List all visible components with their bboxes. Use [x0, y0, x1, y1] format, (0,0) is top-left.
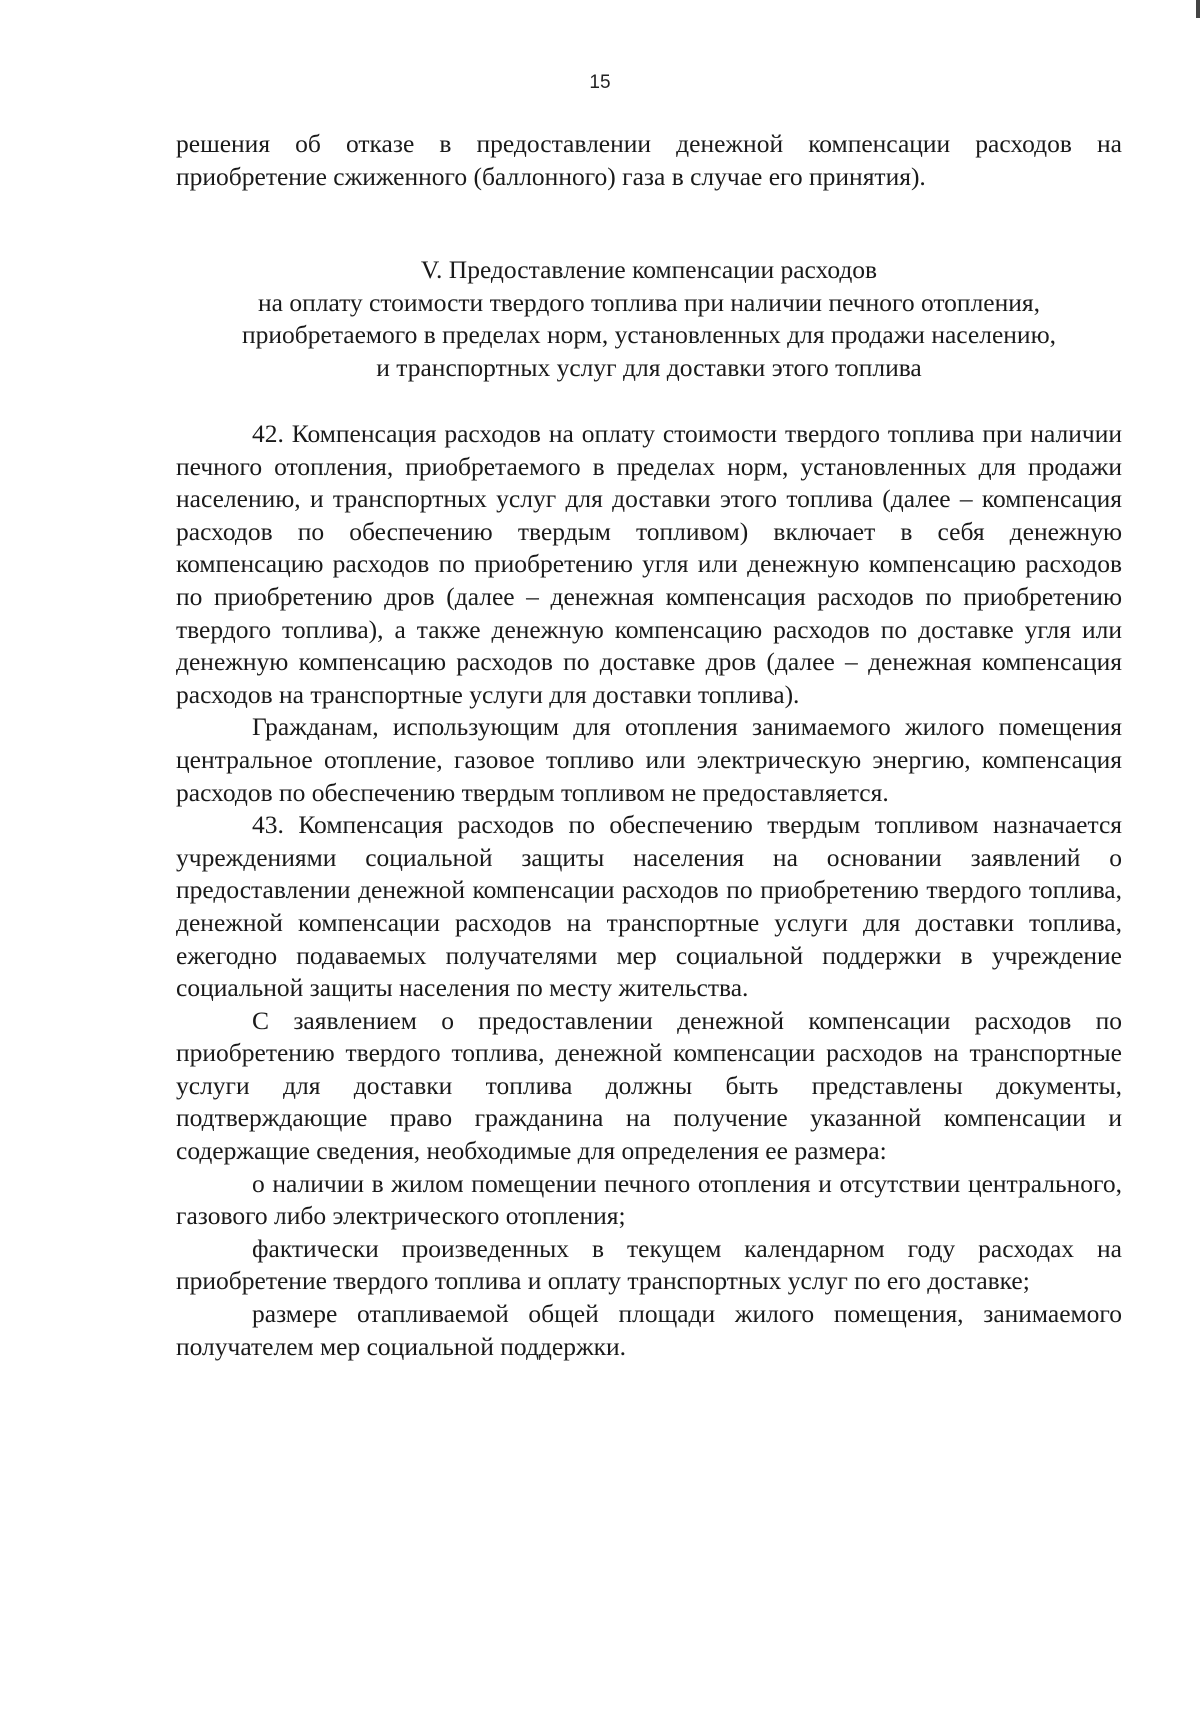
- paragraph-exclusion: Гражданам, использующим для отопления занимаемого жилого помещения центральное отопление, газовое топливо или электрическую энергию, компенсация расходов по обеспечению твердым топливом не предоставляется.: [176, 712, 1122, 807]
- intro-paragraph: решения об отказе в предоставлении денежной компенсации расходов на приобретение сжиженного (баллонного) газа в случае его принятия).: [176, 129, 1122, 191]
- list-item-area: размере отапливаемой общей площади жилого помещения, занимаемого получателем мер социальной поддержки.: [176, 1299, 1122, 1361]
- scan-edge-mark: [1196, 0, 1200, 18]
- section-heading-line: и транспортных услуг для доставки этого топлива: [376, 352, 922, 382]
- section-heading-line: V. Предоставление компенсации расходов: [420, 255, 878, 284]
- paragraph-documents: С заявлением о предоставлении денежной компенсации расходов по приобретению твердого топлива, денежной компенсации расходов на транспортные услуги для доставки топлива должны быть представлены документы, подтверждающие право гражданина на получение указанной компенсации и содержащие сведения, необходимые для определения ее размера:: [176, 1005, 1122, 1166]
- page-number: 15: [589, 72, 611, 93]
- paragraph-43: 43. Компенсация расходов по обеспечению твердым топливом назначается учреждениями социальной защиты населения на основании заявлений о предоставлении денежной компенсации расходов по приобретению твердого топлива, денежной компенсации расходов на транспортные услуги для доставки топлива, ежегодно подаваемых получателями мер социальной поддержки в учреждение социальной защиты населения по месту жительства.: [176, 810, 1122, 1003]
- section-heading: [176, 254, 1122, 384]
- section-body: [176, 418, 1122, 1363]
- list-item-heating: о наличии в жилом помещении печного отопления и отсутствии центрального, газового либо электрического отопления;: [176, 1168, 1122, 1231]
- section-heading-line: на оплату стоимости твердого топлива при наличии печного отопления,: [257, 287, 1041, 317]
- paragraph-42: 42. Компенсация расходов на оплату стоимости твердого топлива при наличии печного отопления, приобретаемого в пределах норм, установленных для продажи населению, и транспортных услуг для доставки этого топлива (далее – компенсация расходов по обеспечению твердым топливом) включает в себя денежную компенсацию расходов по приобретению угля или денежную компенсацию расходов по приобретению дров (далее – денежная компенсация расходов по приобретению твердого топлива), а также денежную компенсацию расходов по доставке угля или денежную компенсацию расходов по доставке дров (далее – денежная компенсация расходов на транспортные услуги для доставки топлива).: [176, 419, 1122, 709]
- list-item-expenses: фактически произведенных в текущем календарном году расходах на приобретение твердого топлива и оплату транспортных услуг по его доставке;: [176, 1233, 1122, 1296]
- section-heading-line: приобретаемого в пределах норм, установленных для продажи населению,: [241, 320, 1057, 350]
